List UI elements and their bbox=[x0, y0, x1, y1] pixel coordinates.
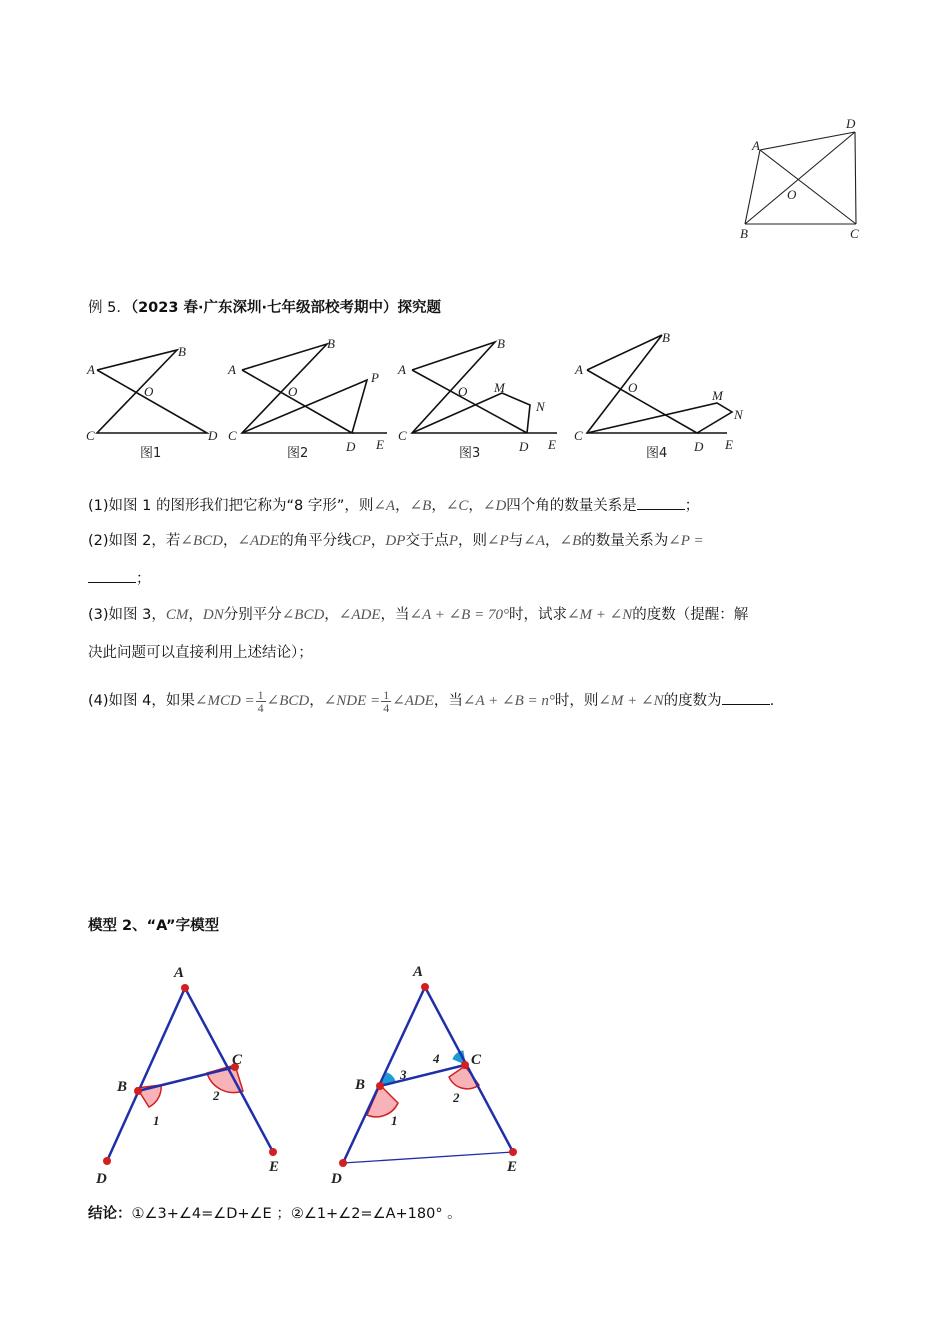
f4-label-A: A bbox=[575, 362, 583, 377]
right-label-A: A bbox=[413, 964, 424, 980]
answer-blank-2[interactable] bbox=[88, 568, 136, 583]
f3-label-B: B bbox=[497, 336, 505, 351]
f2-label-E: E bbox=[376, 437, 384, 452]
right-label-B: B bbox=[355, 1077, 366, 1093]
f2-label-D: D bbox=[346, 439, 356, 454]
right-label-D: D bbox=[331, 1171, 342, 1185]
f3-label-O: O bbox=[458, 384, 468, 399]
f4-label-M: M bbox=[712, 388, 723, 403]
question-4: (4)如图 4，如果∠MCD = $\frac{1}{4}$ ∠BCD，∠NDE = $\frac{1}{4}$ ∠ADE，当∠A + ∠B = n°时，则∠M + ∠N的度数为 . bbox=[88, 687, 775, 715]
left-label-A: A bbox=[174, 965, 185, 981]
label-C: C bbox=[850, 226, 859, 241]
left-label-B: B bbox=[117, 1079, 128, 1095]
fig1-caption: 图1 bbox=[140, 446, 162, 461]
example-number: 例 5． bbox=[88, 300, 131, 316]
example5-title bbox=[88, 297, 441, 319]
f4-label-C: C bbox=[574, 428, 583, 443]
f1-label-O: O bbox=[144, 384, 154, 399]
f3-label-D: D bbox=[519, 439, 529, 454]
left-label-E: E bbox=[269, 1159, 280, 1175]
left-label-C: C bbox=[232, 1052, 243, 1068]
top-quadrilateral-figure bbox=[730, 112, 870, 247]
f3-label-E: E bbox=[548, 437, 556, 452]
right-label-1: 1 bbox=[391, 1113, 398, 1128]
example5-figures bbox=[82, 330, 782, 465]
conclusion bbox=[88, 1203, 462, 1225]
label-D: D bbox=[846, 116, 856, 131]
f3-label-N: N bbox=[536, 399, 545, 414]
left-label-2: 2 bbox=[213, 1088, 220, 1103]
conclusion-label: 结论： bbox=[88, 1206, 132, 1222]
conclusion-text: ①∠3+∠4=∠D+∠E ；②∠1+∠2=∠A+180° 。 bbox=[131, 1206, 462, 1222]
a-model-figure-right bbox=[325, 955, 545, 1185]
f4-label-N: N bbox=[734, 407, 743, 422]
a-model-figure-left bbox=[85, 955, 305, 1185]
question-1: (1)如图 1 的图形我们把它称为“8 字形”，则∠A，∠B，∠C，∠D四个角的数量关系是 ； bbox=[88, 495, 699, 517]
f2-label-O: O bbox=[288, 384, 298, 399]
f1-label-A: A bbox=[87, 362, 95, 377]
right-label-C: C bbox=[471, 1052, 482, 1068]
f2-label-B: B bbox=[327, 336, 335, 351]
f3-label-C: C bbox=[398, 428, 407, 443]
f4-label-E: E bbox=[725, 437, 733, 452]
fig3-caption: 图3 bbox=[459, 446, 481, 461]
f3-label-A: A bbox=[398, 362, 406, 377]
label-A: A bbox=[752, 138, 760, 153]
question-2: (2)如图 2，若∠BCD，∠ADE的角平分线CP，DP交于点P，则∠P与∠A，∠B的数量关系为∠P = bbox=[88, 533, 704, 549]
model2-heading: 模型 2、“A”字模型 bbox=[88, 918, 220, 934]
answer-blank-1[interactable] bbox=[637, 495, 685, 510]
f2-label-A: A bbox=[228, 362, 236, 377]
f2-label-P: P bbox=[371, 370, 379, 385]
question-3: (3)如图 3，CM，DN分别平分∠BCD，∠ADE，当∠A + ∠B = 70°时，试求∠M + ∠N的度数（提醒：解 bbox=[88, 607, 749, 623]
f1-label-B: B bbox=[178, 344, 186, 359]
f4-label-D: D bbox=[694, 439, 704, 454]
f4-label-O: O bbox=[628, 380, 638, 395]
right-label-E: E bbox=[507, 1159, 518, 1175]
f4-label-B: B bbox=[662, 330, 670, 345]
f2-label-C: C bbox=[228, 428, 237, 443]
left-label-D: D bbox=[96, 1171, 107, 1185]
example-source: （2023 春·广东深圳·七年级部校考期中）探究题 bbox=[130, 300, 442, 316]
answer-blank-4[interactable] bbox=[722, 690, 770, 705]
f1-label-C: C bbox=[86, 428, 95, 443]
f1-label-D: D bbox=[208, 428, 218, 443]
left-label-1: 1 bbox=[153, 1113, 160, 1128]
question-2-blank-line: ； bbox=[88, 568, 151, 590]
question-3-cont: 决此问题可以直接利用上述结论）； bbox=[88, 645, 313, 661]
fig4-caption: 图4 bbox=[646, 446, 668, 461]
f3-label-M: M bbox=[494, 380, 505, 395]
right-label-3: 3 bbox=[400, 1067, 407, 1082]
right-label-2: 2 bbox=[453, 1090, 460, 1105]
fig2-caption: 图2 bbox=[287, 446, 309, 461]
right-label-4: 4 bbox=[433, 1051, 440, 1066]
label-O: O bbox=[787, 187, 797, 202]
label-B: B bbox=[740, 226, 748, 241]
